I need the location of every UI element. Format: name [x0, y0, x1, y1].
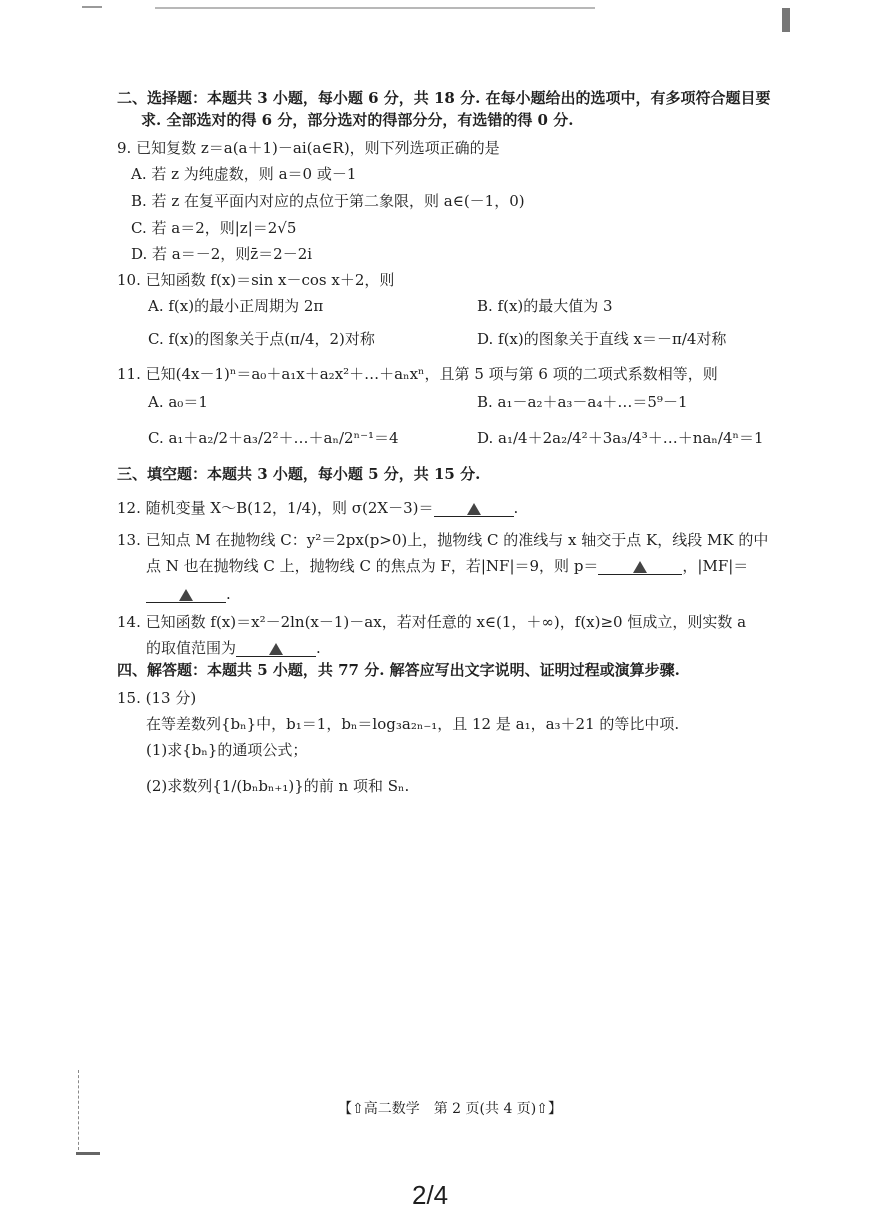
- q14-line2-pre: 的取值范围为: [146, 639, 237, 657]
- triangle-icon: [269, 643, 283, 655]
- scan-margin-dashes: [78, 1070, 79, 1150]
- q10-option-b: B. f(x)的最大值为 3: [477, 297, 613, 315]
- q10-option-d: D. f(x)的图象关于直线 x＝－π/4对称: [477, 330, 727, 348]
- q12-answer-blank[interactable]: [434, 498, 514, 517]
- q11-option-b: B. a₁－a₂＋a₃－a₄＋…＝5⁹－1: [477, 393, 688, 411]
- q13-mf-answer-blank[interactable]: [146, 584, 226, 603]
- q11-option-c: C. a₁＋a₂/2＋a₃/2²＋…＋aₙ/2ⁿ⁻¹＝4: [148, 429, 399, 447]
- triangle-icon: [467, 503, 481, 515]
- section4-header: 四、解答题：本题共 5 小题，共 77 分. 解答应写出文字说明、证明过程或演算步骤.: [117, 661, 680, 679]
- q9-option-a: A. 若 z 为纯虚数，则 a＝0 或－1: [131, 165, 357, 183]
- q13-line1: 13. 已知点 M 在抛物线 C：y²＝2px(p>0)上，抛物线 C 的准线与 x 轴交于点 K，线段 MK 的中: [117, 531, 769, 549]
- section2-header-line2: 求. 全部选对的得 6 分，部分选对的得部分分，有选错的得 0 分.: [141, 111, 574, 129]
- q10-option-a: A. f(x)的最小正周期为 2π: [148, 297, 324, 315]
- q10-stem: 10. 已知函数 f(x)＝sin x－cos x＋2，则: [117, 271, 395, 289]
- q12-end: .: [513, 499, 519, 517]
- page-footer: 【⇧高二数学 第 2 页(共 4 页)⇧】: [338, 1101, 562, 1117]
- q11-stem: 11. 已知(4x－1)ⁿ＝a₀＋a₁x＋a₂x²＋…＋aₙxⁿ，且第 5 项与第 6 项的二项式系数相等，则: [117, 365, 718, 383]
- q15-part2: (2)求数列{1/(bₙbₙ₊₁)}的前 n 项和 Sₙ.: [146, 777, 410, 795]
- q13-line2-mid: ，|MF|＝: [682, 557, 749, 575]
- q15-part1: (1)求{bₙ}的通项公式；: [146, 741, 308, 759]
- scan-edge-top: [155, 7, 595, 9]
- q13-line2: [146, 556, 748, 576]
- q14-answer-blank[interactable]: [236, 638, 316, 657]
- q15-stem: 在等差数列{bₙ}中，b₁＝1，bₙ＝log₃a₂ₙ₋₁，且 12 是 a₁，a₃＋21 的等比中项.: [146, 715, 680, 733]
- section3-header: 三、填空题：本题共 3 小题，每小题 5 分，共 15 分.: [117, 465, 481, 483]
- q10-option-c: C. f(x)的图象关于点(π/4，2)对称: [148, 330, 375, 348]
- triangle-icon: [633, 561, 647, 573]
- q11-option-d: D. a₁/4＋2a₂/4²＋3a₃/4³＋…＋naₙ/4ⁿ＝1: [477, 429, 764, 447]
- scan-edge-bottom-left: [76, 1152, 100, 1155]
- q12-line: [117, 498, 518, 518]
- page-indicator: 2/4: [412, 1180, 449, 1210]
- q14-line2: [146, 638, 321, 658]
- q15-title: 15. (13 分): [117, 689, 197, 707]
- q14-line1: 14. 已知函数 f(x)＝x²－2ln(x－1)－ax，若对任意的 x∈(1，＋∞)，f(x)≥0 恒成立，则实数 a: [117, 613, 747, 631]
- q9-option-c: C. 若 a＝2，则|z|＝2√5: [131, 219, 297, 237]
- scan-edge-right: [782, 8, 790, 32]
- q9-option-d: D. 若 a＝－2，则z̄＝2－2i: [131, 245, 313, 263]
- triangle-icon: [179, 589, 193, 601]
- scan-edge-top-left: [82, 6, 102, 8]
- q11-option-a: A. a₀＝1: [148, 393, 208, 411]
- q13-p-answer-blank[interactable]: [598, 556, 682, 575]
- q13-line3: [146, 584, 231, 604]
- q13-end: .: [226, 585, 231, 603]
- q9-option-b: B. 若 z 在复平面内对应的点位于第二象限，则 a∈(－1，0): [131, 192, 525, 210]
- section2-header-line1: 二、选择题：本题共 3 小题，每小题 6 分，共 18 分. 在每小题给出的选项中，有多项符合题目要: [117, 89, 771, 107]
- q12-text: 12. 随机变量 X～B(12，1/4)，则 σ(2X－3)＝: [117, 499, 434, 517]
- q14-end: .: [316, 639, 321, 657]
- q9-stem: 9. 已知复数 z＝a(a＋1)－ai(a∈R)，则下列选项正确的是: [117, 139, 500, 157]
- q13-line2-pre: 点 N 也在抛物线 C 上，抛物线 C 的焦点为 F，若|NF|＝9，则 p＝: [146, 557, 599, 575]
